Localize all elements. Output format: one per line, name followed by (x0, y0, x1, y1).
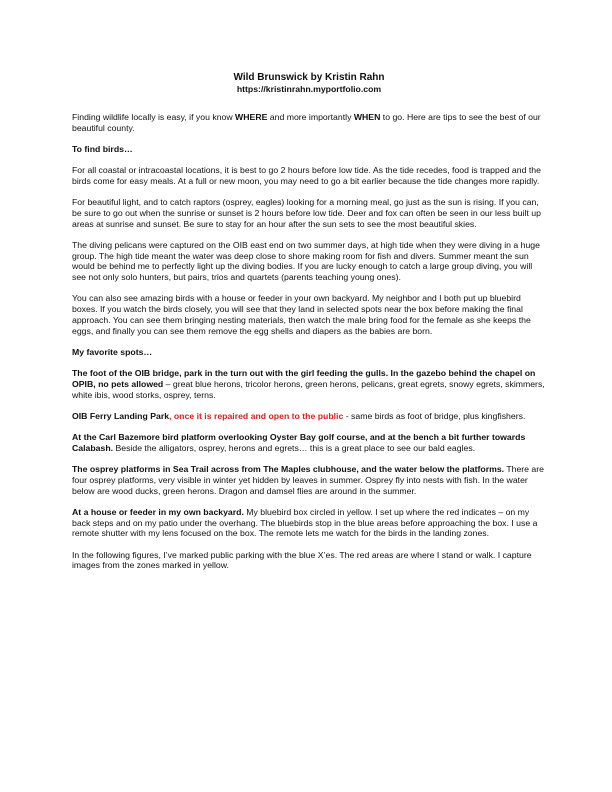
spot-oib-bridge-text: – great blue herons, tricolor herons, green herons, pelicans, great egrets, snowy egrets, skimmers, white ibis, wood storks, osprey, terns. (72, 378, 545, 400)
spot-ferry-landing-title: OIB Ferry Landing Park (72, 410, 170, 421)
backyard-paragraph: You can also see amazing birds with a house or feeder in your own backyard. My neighbor and I both put up bluebird boxes. If you watch the birds closely, you will see that they land in selected spots near the box before making the final approach. You can see them bringing nesting materials, then watch the male bring food for the female as she keeps the eggs, and finally you can see them remove the egg shells and diapers as the babies are born. (72, 293, 531, 336)
portfolio-url: https://kristinrahn.myportfolio.com (236, 84, 382, 94)
birds-heading: To find birds… (72, 144, 133, 154)
intro-text-1: Finding wildlife locally is easy, if you know (72, 112, 236, 122)
spot-osprey-text: There are four osprey platforms, very visible in winter yet hidden by leaves in summer. Osprey fly into nests with fish. In the water below are wood ducks, green herons. Dragon and damsel flies are around in the summer. (72, 464, 544, 496)
spot-bazemore-platform (72, 432, 546, 453)
spot-backyard-title: At a house or feeder in my own backyard. (72, 506, 244, 517)
pelicans-paragraph: The diving pelicans were captured on the OIB east end on two summer days, at high tide when they were diving in a huge group. The high tide meant the water was deep close to shore making room for fish and divers. Summer meant the sun would be behind me to perfectly light up the diving bodies. If you are lucky enough to catch a large group diving, you will see not only solo hunters, but pairs, trios and quartets (parents teaching young ones). (72, 240, 540, 283)
spot-osprey-platforms (72, 464, 546, 496)
spot-oib-bridge (72, 368, 546, 400)
document-page (72, 72, 546, 582)
tides-paragraph: For all coastal or intracoastal locations, it is best to go 2 hours before low tide. As the tide recedes, food is trapped and the birds come for easy meals. At a full or new moon, you may need to go a bit earlier because the tide changes more rapidly. (72, 165, 541, 186)
intro-text-3: to go. Here are tips to see the best of our beautiful county. (72, 112, 541, 133)
intro-where: WHERE (235, 112, 268, 122)
spot-ferry-landing-note: , once it is repaired and open to the public (169, 410, 344, 421)
spots-heading: My favorite spots… (72, 346, 153, 357)
intro-when: WHEN (353, 112, 381, 122)
spot-bazemore-text: Beside the alligators, osprey, herons and egrets… this is a great place to see our bald eagles. (113, 442, 476, 453)
spot-bazemore-title: At the Carl Bazemore bird platform overlooking Oyster Bay golf course, and at the bench a bit further towards Calabash. (72, 432, 526, 453)
spot-osprey-title: The osprey platforms in Sea Trail across from The Maples clubhouse, and the water below the platforms. (72, 464, 505, 475)
light-paragraph: For beautiful light, and to catch raptors (osprey, eagles) looking for a morning meal, go just as the sun is rising. If you can, be sure to go out when the sunrise or sunset is 2 hours before low tide. Deer and fox can often be seen in our less built up areas at sunrise and sunset. Be sure to stay for an hour after the sun sets to see the most beautiful skies. (72, 197, 541, 229)
spot-backyard-text: My bluebird box circled in yellow. I set up where the red indicates – on my back steps and on my patio under the overhang. The bluebirds stop in the blue areas before approaching the box. I use a remote shutter with my lens focused on the box. The remote lets me watch for the birds in the landing zones. (72, 506, 538, 539)
spot-oib-bridge-title: The foot of the OIB bridge, park in the turn out with the girl feeding the gulls. In the gazebo behind the chapel on OPIB, no pets allowed (72, 368, 536, 389)
intro-paragraph (72, 112, 546, 133)
spot-ferry-landing-text: - same birds as foot of bridge, plus kingfishers. (343, 410, 526, 421)
figures-note-paragraph: In the following figures, I’ve marked public parking with the blue X’es. The red areas are where I stand or walk. I capture images from the zones marked in yellow. (72, 549, 532, 571)
intro-text-2: and more importantly (267, 112, 354, 122)
spot-ferry-landing (72, 411, 546, 422)
spot-backyard-feeder (72, 507, 546, 539)
document-title: Wild Brunswick by Kristin Rahn (233, 72, 385, 83)
